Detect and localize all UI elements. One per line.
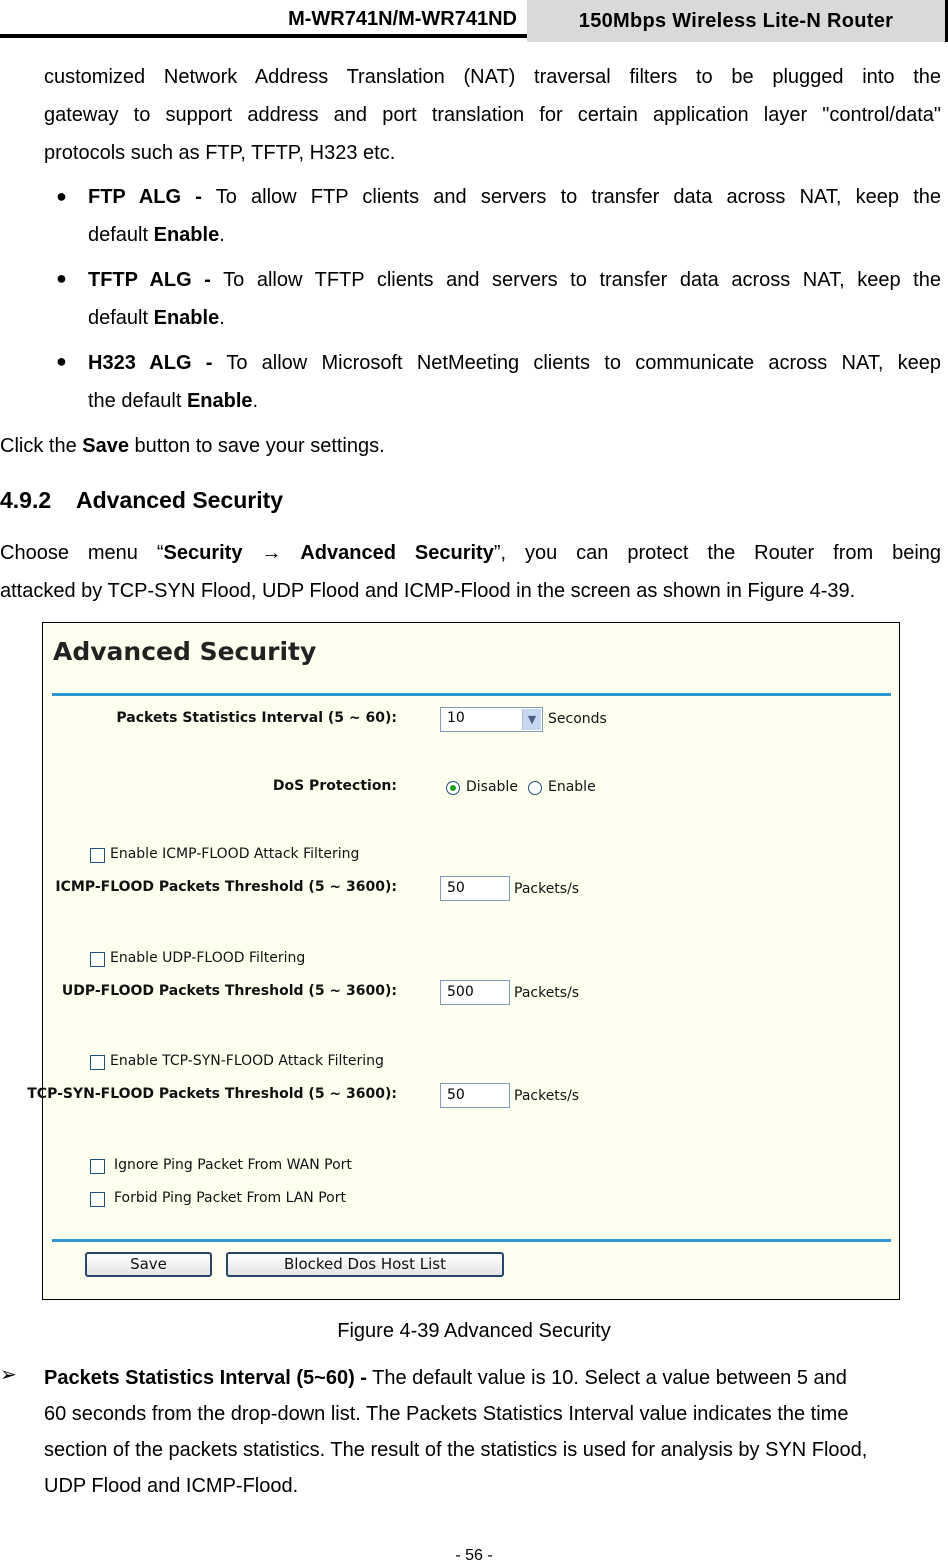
tftp-alg-item — [88, 261, 941, 337]
interval-term: Packets Statistics Interval (5~60) - — [44, 1367, 367, 1389]
ftp-alg-term: FTP ALG - — [88, 186, 202, 208]
h323-alg-item — [88, 344, 941, 420]
forbid-ping-checkbox[interactable] — [90, 1192, 105, 1207]
choose-text: Choose menu “ — [0, 542, 164, 564]
blocked-dos-host-list-button[interactable]: Blocked Dos Host List — [226, 1252, 504, 1277]
icmp-unit: Packets/s — [514, 881, 580, 897]
dos-enable-label: Enable — [548, 779, 596, 795]
icmp-flood-checkbox[interactable] — [90, 848, 105, 863]
dos-label: DoS Protection: — [272, 778, 397, 794]
menu-advanced-security: Advanced Security — [300, 542, 494, 564]
tftp-alg-term: TFTP ALG - — [88, 269, 211, 291]
interval-select[interactable] — [440, 707, 543, 732]
title-divider — [52, 693, 891, 696]
choose-text: attacked by TCP-SYN Flood, UDP Flood and ICMP-Flood in the screen as shown in Figure 4-39. — [0, 580, 856, 602]
interval-desc-line: 60 seconds from the drop-down list. The Packets Statistics Interval value indicates the time — [44, 1403, 849, 1425]
bullet-dot-icon: ● — [56, 351, 67, 371]
figure-caption: Figure 4-39 Advanced Security — [337, 1320, 611, 1342]
tcp-syn-flood-checkbox[interactable] — [90, 1055, 105, 1070]
chevron-down-icon[interactable]: ▼ — [522, 709, 541, 730]
interval-value: 10 — [447, 710, 465, 726]
save-note-text: Click the — [0, 435, 83, 457]
tcp-unit: Packets/s — [514, 1088, 580, 1104]
ftp-alg-text: . — [219, 224, 225, 246]
choose-text: ”, you can protect the Router from being — [493, 542, 942, 564]
save-note-keyword: Save — [82, 435, 129, 457]
menu-arrow-icon: → — [261, 542, 282, 564]
dos-disable-radio[interactable] — [446, 781, 460, 795]
screen-title: Advanced Security — [53, 637, 317, 666]
advanced-security-screenshot — [27, 622, 900, 1300]
section-title: Advanced Security — [76, 487, 284, 513]
bottom-divider — [52, 1239, 891, 1242]
header-product: 150Mbps Wireless Lite-N Router — [527, 0, 945, 42]
h323-alg-text: . — [252, 390, 259, 412]
forbid-ping-label: Forbid Ping Packet From LAN Port — [114, 1190, 346, 1206]
tftp-alg-text: . — [219, 307, 225, 329]
ftp-alg-text: default — [88, 224, 154, 246]
icmp-threshold-label: ICMP-FLOOD Packets Threshold (5 ~ 3600): — [55, 879, 397, 895]
arrow-bullet-icon: ➢ — [0, 1364, 17, 1386]
ftp-alg-text: To allow FTP clients and servers to transfer data across NAT, keep the — [201, 186, 941, 208]
tftp-alg-text: default — [88, 307, 154, 329]
icmp-flood-enable-label: Enable ICMP-FLOOD Attack Filtering — [110, 846, 360, 862]
intro-paragraph — [44, 58, 941, 172]
bullet-dot-icon: ● — [56, 268, 67, 288]
h323-alg-text: To allow Microsoft NetMeeting clients to communicate across NAT, keep — [212, 352, 941, 374]
interval-desc-line: UDP Flood and ICMP-Flood. — [44, 1475, 299, 1497]
menu-security: Security — [163, 542, 243, 564]
interval-desc-line: The default value is 10. Select a value between 5 and — [366, 1367, 847, 1389]
udp-flood-enable-label: Enable UDP-FLOOD Filtering — [110, 950, 306, 966]
tftp-alg-text: To allow TFTP clients and servers to transfer data across NAT, keep the — [210, 269, 941, 291]
interval-desc-line: section of the packets statistics. The result of the statistics is used for analysis by SYN Flood, — [44, 1439, 868, 1461]
icmp-threshold-input[interactable]: 50 — [440, 876, 510, 901]
ftp-alg-item — [88, 178, 941, 254]
ftp-alg-default: Enable — [153, 224, 220, 246]
section-number: 4.9.2 — [0, 487, 52, 513]
header-model: M-WR741N/M-WR741ND — [0, 0, 527, 38]
section-heading — [0, 480, 283, 520]
interval-unit: Seconds — [548, 711, 607, 727]
udp-flood-checkbox[interactable] — [90, 952, 105, 967]
tftp-alg-default: Enable — [153, 307, 220, 329]
h323-alg-default: Enable — [186, 390, 253, 412]
ignore-ping-checkbox[interactable] — [90, 1159, 105, 1174]
tcp-threshold-input[interactable]: 50 — [440, 1083, 510, 1108]
udp-threshold-label: UDP-FLOOD Packets Threshold (5 ~ 3600): — [61, 983, 397, 999]
dos-disable-label: Disable — [466, 779, 518, 795]
interval-description — [44, 1360, 937, 1504]
h323-alg-text: the default — [88, 390, 187, 412]
udp-unit: Packets/s — [514, 985, 580, 1001]
interval-label: Packets Statistics Interval (5 ~ 60): — [116, 710, 397, 726]
bullet-dot-icon: ● — [56, 186, 67, 206]
page-number: - 56 - — [455, 1547, 493, 1564]
save-note — [0, 427, 385, 465]
tcp-threshold-label: TCP-SYN-FLOOD Packets Threshold (5 ~ 3600): — [27, 1086, 397, 1102]
ignore-ping-label: Ignore Ping Packet From WAN Port — [114, 1157, 352, 1173]
save-button[interactable]: Save — [85, 1252, 212, 1277]
intro-line: gateway to support address and port translation for certain application layer "control/data" — [44, 104, 941, 126]
save-note-text: button to save your settings. — [128, 435, 385, 457]
intro-line: protocols such as FTP, TFTP, H323 etc. — [44, 142, 396, 164]
intro-line: customized Network Address Translation (NAT) traversal filters to be plugged into the — [44, 66, 941, 88]
h323-alg-term: H323 ALG - — [88, 352, 213, 374]
dos-enable-radio[interactable] — [528, 781, 542, 795]
tcp-syn-flood-enable-label: Enable TCP-SYN-FLOOD Attack Filtering — [110, 1053, 384, 1069]
udp-threshold-input[interactable]: 500 — [440, 980, 510, 1005]
choose-paragraph — [0, 534, 941, 610]
